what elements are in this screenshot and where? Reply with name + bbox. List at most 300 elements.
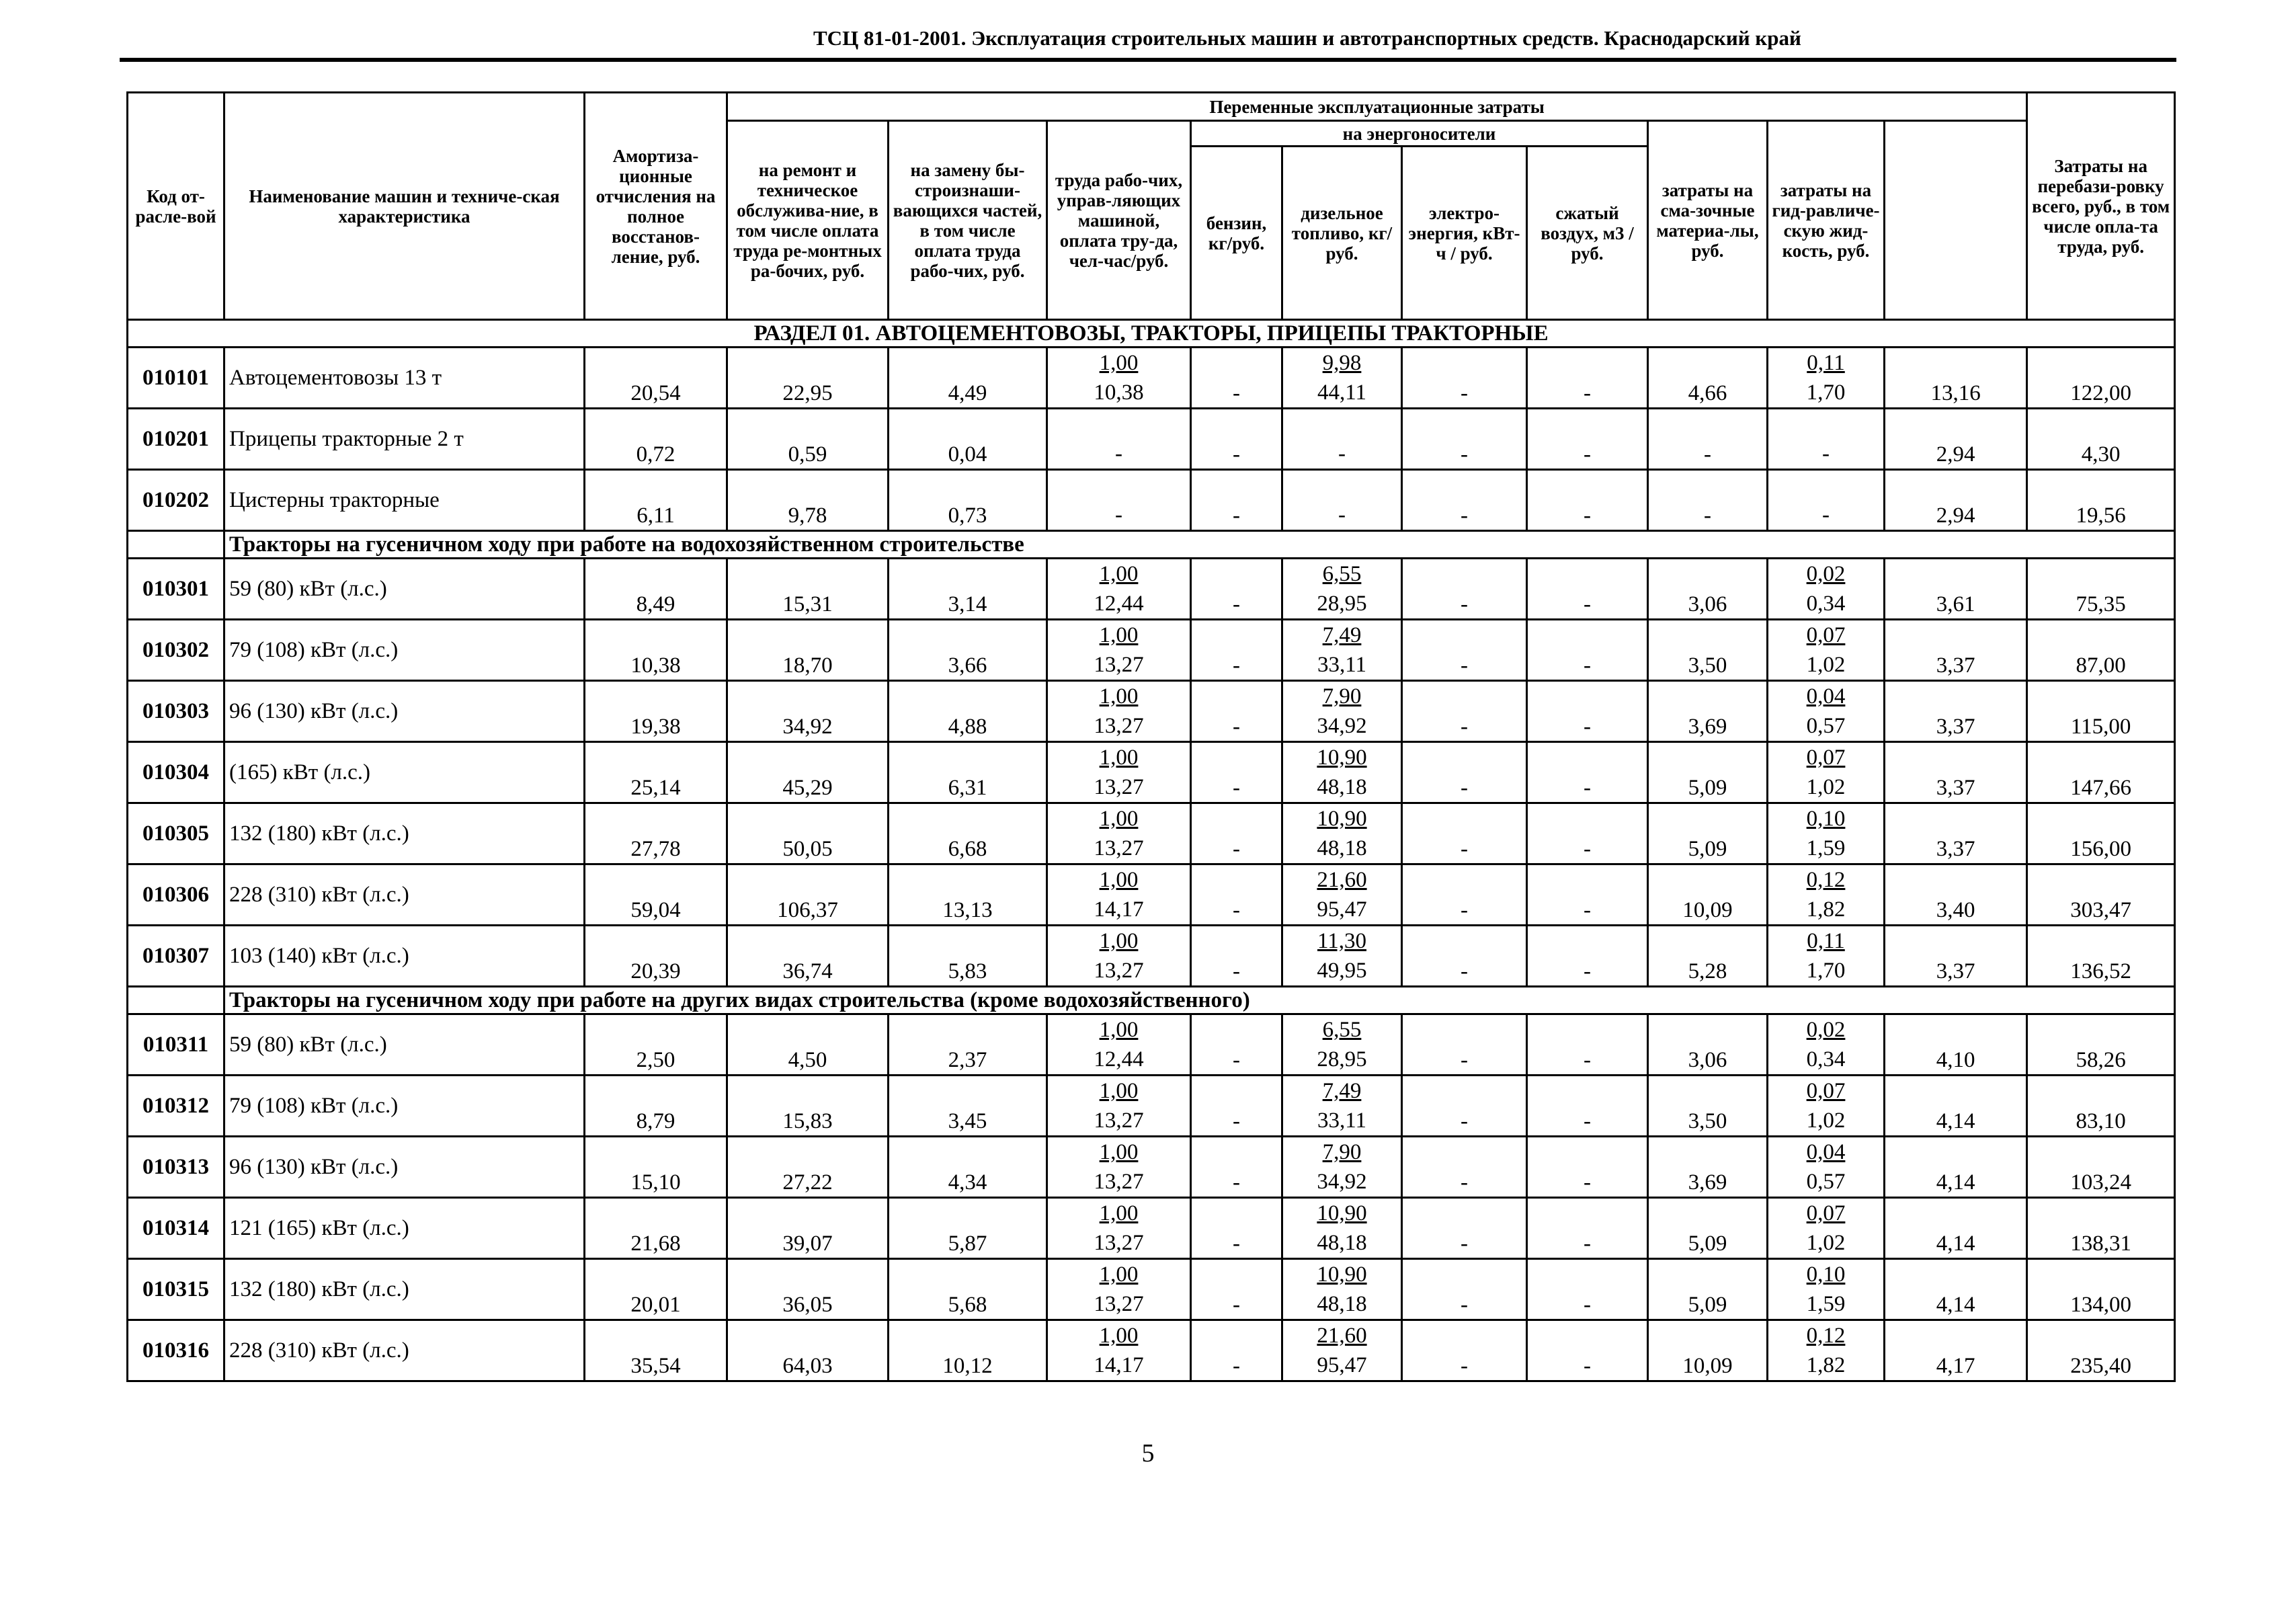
cell-lubric: 3,06 <box>1648 559 1768 620</box>
cell-hydro-top: 0,02 <box>1806 1018 1846 1042</box>
cell-estimate: 138,31 <box>2027 1198 2175 1259</box>
cell-code: 010101 <box>128 348 224 409</box>
cell-labor-top: 1,00 <box>1099 1018 1139 1042</box>
cell-hydro-top: 0,07 <box>1806 1201 1846 1225</box>
cell-code: 010201 <box>128 409 224 470</box>
cell-code: 010312 <box>128 1076 224 1137</box>
cell-labor-top: 1,00 <box>1099 807 1139 831</box>
cell-hydro-bottom: - <box>1822 442 1830 466</box>
cell-amort: 59,04 <box>585 864 727 926</box>
cell-petrol: - <box>1191 409 1282 470</box>
cell-relocate: 2,94 <box>1885 409 2027 470</box>
cell-relocate: 3,37 <box>1885 803 2027 864</box>
cell-petrol: - <box>1191 559 1282 620</box>
section-title-row <box>128 320 2175 348</box>
cell-diesel-bottom: 48,18 <box>1317 1231 1367 1255</box>
cell-diesel-top: 10,90 <box>1317 1201 1367 1225</box>
cell-replace: 3,66 <box>889 620 1047 681</box>
cell-estimate: 4,30 <box>2027 409 2175 470</box>
cell-diesel <box>1282 803 1402 864</box>
cell-replace: 3,45 <box>889 1076 1047 1137</box>
cell-relocate: 3,37 <box>1885 620 2027 681</box>
cell-estimate: 134,00 <box>2027 1259 2175 1320</box>
cell-petrol: - <box>1191 1014 1282 1076</box>
cell-estimate: 103,24 <box>2027 1137 2175 1198</box>
col-code-header: Код от-расле-вой <box>128 93 224 320</box>
cell-name: Автоцементовозы 13 т <box>224 348 585 409</box>
cell-labor <box>1047 681 1191 742</box>
cell-hydro <box>1768 1259 1885 1320</box>
cell-electro: - <box>1402 1076 1527 1137</box>
cell-code: 010307 <box>128 926 224 987</box>
cell-replace: 6,31 <box>889 742 1047 803</box>
cell-air: - <box>1527 1259 1648 1320</box>
cell-labor <box>1047 1014 1191 1076</box>
col-hydro-header: затраты на гид-равличе-скую жид-кость, руб. <box>1768 121 1885 320</box>
cell-hydro-bottom: 1,59 <box>1806 836 1846 860</box>
cell-code: 010304 <box>128 742 224 803</box>
cell-name: 132 (180) кВт (л.с.) <box>224 1259 585 1320</box>
cell-labor-top: 1,00 <box>1099 929 1139 953</box>
cell-diesel-bottom: 48,18 <box>1317 836 1367 860</box>
cell-repair: 15,31 <box>727 559 889 620</box>
cell-diesel-bottom: 34,92 <box>1317 714 1367 738</box>
cell-estimate: 303,47 <box>2027 864 2175 926</box>
cell-repair: 36,05 <box>727 1259 889 1320</box>
cell-labor-bottom: 13,27 <box>1094 1170 1144 1194</box>
cell-labor <box>1047 348 1191 409</box>
cell-hydro-bottom: 1,70 <box>1806 380 1846 405</box>
cell-code: 010202 <box>128 470 224 531</box>
cell-hydro-top: 0,12 <box>1806 868 1846 892</box>
table-row <box>128 1137 2175 1198</box>
cell-labor-bottom: 14,17 <box>1094 1353 1144 1377</box>
cell-repair: 39,07 <box>727 1198 889 1259</box>
cell-code: 010301 <box>128 559 224 620</box>
cell-hydro-bottom: 1,70 <box>1806 959 1846 983</box>
cell-lubric: 3,69 <box>1648 681 1768 742</box>
cell-diesel <box>1282 1076 1402 1137</box>
cell-hydro <box>1768 864 1885 926</box>
cell-electro: - <box>1402 864 1527 926</box>
cell-diesel-top: 10,90 <box>1317 1262 1367 1287</box>
cell-code: 010311 <box>128 1014 224 1076</box>
cell-hydro-bottom: 0,34 <box>1806 1047 1846 1072</box>
cell-electro: - <box>1402 926 1527 987</box>
cell-amort: 6,11 <box>585 470 727 531</box>
cell-lubric: 10,09 <box>1648 864 1768 926</box>
cell-diesel-top: 7,49 <box>1322 1079 1362 1103</box>
cell-diesel <box>1282 348 1402 409</box>
cell-air: - <box>1527 681 1648 742</box>
cell-diesel-top: 21,60 <box>1317 868 1367 892</box>
cell-petrol: - <box>1191 681 1282 742</box>
cell-hydro-bottom: 1,02 <box>1806 653 1846 677</box>
cell-hydro <box>1768 926 1885 987</box>
cell-lubric: 10,09 <box>1648 1320 1768 1381</box>
cell-labor <box>1047 1198 1191 1259</box>
cell-lubric: - <box>1648 470 1768 531</box>
cell-electro: - <box>1402 1320 1527 1381</box>
cell-diesel <box>1282 864 1402 926</box>
cell-hydro <box>1768 681 1885 742</box>
cell-hydro <box>1768 559 1885 620</box>
cell-hydro-bottom: 0,34 <box>1806 592 1846 616</box>
cell-lubric: 5,28 <box>1648 926 1768 987</box>
table-row <box>128 1320 2175 1381</box>
cell-labor-bottom: 13,27 <box>1094 836 1144 860</box>
cell-amort: 15,10 <box>585 1137 727 1198</box>
table-row <box>128 620 2175 681</box>
cell-electro: - <box>1402 470 1527 531</box>
cell-labor <box>1047 1259 1191 1320</box>
cell-diesel-bottom: 48,18 <box>1317 775 1367 799</box>
cell-labor-bottom: 13,27 <box>1094 959 1144 983</box>
cell-relocate: 4,14 <box>1885 1259 2027 1320</box>
cell-estimate: 235,40 <box>2027 1320 2175 1381</box>
cell-air: - <box>1527 1076 1648 1137</box>
cell-hydro-bottom: 1,59 <box>1806 1292 1846 1316</box>
cell-amort: 20,39 <box>585 926 727 987</box>
table-row <box>128 1076 2175 1137</box>
cell-name: Цистерны тракторные <box>224 470 585 531</box>
cell-hydro <box>1768 1198 1885 1259</box>
cell-amort: 21,68 <box>585 1198 727 1259</box>
cell-replace: 3,14 <box>889 559 1047 620</box>
table-head <box>128 93 2175 320</box>
running-header-title: ТСЦ 81-01-2001. Эксплуатация строительных машин и автотранспортных средств. Краснодарский край <box>813 26 1801 50</box>
col-replace-header: на замену бы-строизнаши-вающихся частей, в том числе оплата труда рабо-чих, руб. <box>889 121 1047 320</box>
cell-air: - <box>1527 926 1648 987</box>
cell-air: - <box>1527 1014 1648 1076</box>
col-labor-header: труда рабо-чих, управ-ляющих машиной, оплата тру-да, чел-час/руб. <box>1047 121 1191 320</box>
cell-lubric: 5,09 <box>1648 1259 1768 1320</box>
cell-air: - <box>1527 1198 1648 1259</box>
cell-estimate: 115,00 <box>2027 681 2175 742</box>
cell-labor <box>1047 620 1191 681</box>
cell-diesel-bottom: 48,18 <box>1317 1292 1367 1316</box>
cell-diesel-top: 6,55 <box>1322 562 1362 586</box>
cell-hydro-top: 0,11 <box>1807 929 1845 953</box>
cell-diesel <box>1282 681 1402 742</box>
cell-labor-top: 1,00 <box>1099 1262 1139 1287</box>
cell-labor-top: 1,00 <box>1099 351 1139 375</box>
cell-replace: 0,73 <box>889 470 1047 531</box>
cell-repair: 64,03 <box>727 1320 889 1381</box>
cell-labor <box>1047 926 1191 987</box>
cell-hydro <box>1768 348 1885 409</box>
cell-amort: 20,54 <box>585 348 727 409</box>
cell-labor-bottom: - <box>1115 503 1122 527</box>
cell-name: (165) кВт (л.с.) <box>224 742 585 803</box>
cell-lubric: 3,50 <box>1648 620 1768 681</box>
cell-electro: - <box>1402 348 1527 409</box>
cell-hydro-bottom: 1,02 <box>1806 1108 1846 1133</box>
cell-diesel-top: 10,90 <box>1317 745 1367 770</box>
cell-labor-bottom: 12,44 <box>1094 592 1144 616</box>
cell-lubric: 5,09 <box>1648 803 1768 864</box>
cell-petrol: - <box>1191 1137 1282 1198</box>
cell-amort: 25,14 <box>585 742 727 803</box>
cell-petrol: - <box>1191 742 1282 803</box>
cell-estimate: 136,52 <box>2027 926 2175 987</box>
cell-replace: 13,13 <box>889 864 1047 926</box>
cell-air: - <box>1527 470 1648 531</box>
cell-lubric: 4,66 <box>1648 348 1768 409</box>
cell-hydro-top: 0,07 <box>1806 623 1846 647</box>
cell-electro: - <box>1402 1198 1527 1259</box>
cell-replace: 4,88 <box>889 681 1047 742</box>
cell-air: - <box>1527 348 1648 409</box>
col-amort-header: Амортиза-ционные отчисления на полное восстанов-ление, руб. <box>585 93 727 320</box>
cell-electro: - <box>1402 409 1527 470</box>
cell-diesel-bottom: - <box>1338 503 1346 527</box>
cell-petrol: - <box>1191 1320 1282 1381</box>
cell-hydro <box>1768 1320 1885 1381</box>
cell-name: 132 (180) кВт (л.с.) <box>224 803 585 864</box>
cell-air: - <box>1527 409 1648 470</box>
cell-hydro-top: 0,11 <box>1807 351 1845 375</box>
cell-repair: 106,37 <box>727 864 889 926</box>
cell-electro: - <box>1402 620 1527 681</box>
cell-repair: 34,92 <box>727 681 889 742</box>
table-row <box>128 681 2175 742</box>
cell-labor-top: 1,00 <box>1099 623 1139 647</box>
cell-code: 010315 <box>128 1259 224 1320</box>
cell-hydro-top: 0,04 <box>1806 1140 1846 1164</box>
cell-replace: 6,68 <box>889 803 1047 864</box>
cell-estimate: 19,56 <box>2027 470 2175 531</box>
cell-relocate: 13,16 <box>1885 348 2027 409</box>
cell-labor-bottom: 13,27 <box>1094 714 1144 738</box>
cell-diesel <box>1282 1137 1402 1198</box>
cell-diesel <box>1282 742 1402 803</box>
cell-diesel-bottom: 44,11 <box>1317 380 1367 405</box>
cell-petrol: - <box>1191 803 1282 864</box>
cell-repair: 27,22 <box>727 1137 889 1198</box>
col-energy-header: на энергоносители <box>1191 121 1648 147</box>
page-number: 5 <box>1141 1439 1155 1467</box>
cell-hydro <box>1768 1076 1885 1137</box>
subsection-code-cell <box>128 531 224 559</box>
cell-diesel-top: 7,90 <box>1322 1140 1362 1164</box>
subsection-code-cell <box>128 987 224 1014</box>
cell-replace: 2,37 <box>889 1014 1047 1076</box>
cell-electro: - <box>1402 1259 1527 1320</box>
cell-hydro-bottom: 1,82 <box>1806 897 1846 922</box>
cell-labor <box>1047 742 1191 803</box>
cell-hydro-top: 0,10 <box>1806 807 1846 831</box>
cell-name: Прицепы тракторные 2 т <box>224 409 585 470</box>
cell-diesel <box>1282 559 1402 620</box>
cell-labor-top: 1,00 <box>1099 868 1139 892</box>
cell-repair: 4,50 <box>727 1014 889 1076</box>
cell-labor <box>1047 470 1191 531</box>
cell-diesel-top: 6,55 <box>1322 1018 1362 1042</box>
col-name-header: Наименование машин и техниче-ская характеристика <box>224 93 585 320</box>
cell-diesel <box>1282 470 1402 531</box>
cell-replace: 5,83 <box>889 926 1047 987</box>
cell-diesel-bottom: 33,11 <box>1317 653 1367 677</box>
cell-diesel-bottom: - <box>1338 442 1346 466</box>
cell-diesel-bottom: 33,11 <box>1317 1108 1367 1133</box>
cell-lubric: 3,69 <box>1648 1137 1768 1198</box>
cell-amort: 10,38 <box>585 620 727 681</box>
cell-diesel-bottom: 34,92 <box>1317 1170 1367 1194</box>
cell-replace: 0,04 <box>889 409 1047 470</box>
table-row <box>128 742 2175 803</box>
cell-diesel-top: 7,49 <box>1322 623 1362 647</box>
cell-estimate: 58,26 <box>2027 1014 2175 1076</box>
cell-hydro <box>1768 803 1885 864</box>
col-variable-header: Переменные эксплуатационные затраты <box>727 93 2027 121</box>
cell-lubric: 3,06 <box>1648 1014 1768 1076</box>
cell-petrol: - <box>1191 1259 1282 1320</box>
cell-replace: 10,12 <box>889 1320 1047 1381</box>
cell-code: 010305 <box>128 803 224 864</box>
subsection-row <box>128 531 2175 559</box>
cell-name: 228 (310) кВт (л.с.) <box>224 864 585 926</box>
cell-hydro-bottom: 1,02 <box>1806 775 1846 799</box>
cell-electro: - <box>1402 1014 1527 1076</box>
cell-hydro-bottom: - <box>1822 503 1830 527</box>
table-row <box>128 559 2175 620</box>
cell-relocate: 3,37 <box>1885 742 2027 803</box>
cell-electro: - <box>1402 681 1527 742</box>
cell-petrol: - <box>1191 1198 1282 1259</box>
cell-code: 010303 <box>128 681 224 742</box>
cell-relocate: 4,14 <box>1885 1137 2027 1198</box>
cell-diesel-top: 7,90 <box>1322 684 1362 709</box>
cell-name: 121 (165) кВт (л.с.) <box>224 1198 585 1259</box>
cell-amort: 19,38 <box>585 681 727 742</box>
cell-diesel-top: 21,60 <box>1317 1324 1367 1348</box>
table-row <box>128 470 2175 531</box>
section-title: РАЗДЕЛ 01. АВТОЦЕМЕНТОВОЗЫ, ТРАКТОРЫ, ПРИЦЕПЫ ТРАКТОРНЫЕ <box>128 320 2175 348</box>
cell-estimate: 156,00 <box>2027 803 2175 864</box>
cell-electro: - <box>1402 559 1527 620</box>
cell-air: - <box>1527 1137 1648 1198</box>
cell-air: - <box>1527 620 1648 681</box>
col-electro-header: электро-энергия, кВт-ч / руб. <box>1402 147 1527 320</box>
cell-labor-bottom: - <box>1115 442 1122 466</box>
col-air-header: сжатый воздух, м3 / руб. <box>1527 147 1648 320</box>
cell-hydro-bottom: 1,02 <box>1806 1231 1846 1255</box>
cell-electro: - <box>1402 803 1527 864</box>
cell-repair: 18,70 <box>727 620 889 681</box>
cell-labor-bottom: 13,27 <box>1094 775 1144 799</box>
cell-name: 59 (80) кВт (л.с.) <box>224 1014 585 1076</box>
cell-repair: 45,29 <box>727 742 889 803</box>
cell-replace: 4,34 <box>889 1137 1047 1198</box>
cell-diesel-bottom: 49,95 <box>1317 959 1367 983</box>
cell-electro: - <box>1402 1137 1527 1198</box>
cell-labor-bottom: 12,44 <box>1094 1047 1144 1072</box>
cell-replace: 5,68 <box>889 1259 1047 1320</box>
cell-labor-top: 1,00 <box>1099 562 1139 586</box>
cell-diesel-top: 11,30 <box>1317 929 1367 953</box>
cell-code: 010306 <box>128 864 224 926</box>
cell-amort: 2,50 <box>585 1014 727 1076</box>
cell-diesel <box>1282 1320 1402 1381</box>
cell-labor <box>1047 409 1191 470</box>
cell-name: 96 (130) кВт (л.с.) <box>224 1137 585 1198</box>
cell-estimate: 87,00 <box>2027 620 2175 681</box>
cell-hydro-top: 0,12 <box>1806 1324 1846 1348</box>
col-lubric-header: затраты на сма-зочные материа-лы, руб. <box>1648 121 1768 320</box>
cell-relocate: 3,37 <box>1885 681 2027 742</box>
col-repair-header: на ремонт и техническое обслужива-ние, в том числе оплата труда ре-монтных ра-бочих, руб. <box>727 121 889 320</box>
cell-diesel-bottom: 95,47 <box>1317 897 1367 922</box>
cell-name: 79 (108) кВт (л.с.) <box>224 1076 585 1137</box>
cell-hydro-top: 0,07 <box>1806 1079 1846 1103</box>
table-body <box>128 320 2175 1381</box>
col-diesel-header: дизельное топливо, кг/руб. <box>1282 147 1402 320</box>
cell-diesel <box>1282 409 1402 470</box>
cell-labor-bottom: 13,27 <box>1094 653 1144 677</box>
cell-relocate: 4,14 <box>1885 1198 2027 1259</box>
cell-hydro <box>1768 470 1885 531</box>
cell-air: - <box>1527 803 1648 864</box>
cell-hydro <box>1768 409 1885 470</box>
table-row <box>128 1014 2175 1076</box>
cell-relocate: 4,17 <box>1885 1320 2027 1381</box>
cell-petrol: - <box>1191 864 1282 926</box>
cell-air: - <box>1527 742 1648 803</box>
cell-labor-bottom: 13,27 <box>1094 1231 1144 1255</box>
col-relocate-header: Затраты на перебази-ровку всего, руб., в том числе опла-та труда, руб. <box>2027 93 2175 320</box>
cell-estimate: 83,10 <box>2027 1076 2175 1137</box>
cell-labor-top: 1,00 <box>1099 1201 1139 1225</box>
table-row <box>128 864 2175 926</box>
cell-relocate: 4,14 <box>1885 1076 2027 1137</box>
cell-diesel-bottom: 28,95 <box>1317 1047 1367 1072</box>
cell-hydro-top: 0,07 <box>1806 745 1846 770</box>
cell-code: 010313 <box>128 1137 224 1198</box>
cell-amort: 8,49 <box>585 559 727 620</box>
cell-petrol: - <box>1191 926 1282 987</box>
cell-petrol: - <box>1191 620 1282 681</box>
cell-labor-top: 1,00 <box>1099 1324 1139 1348</box>
table-row <box>128 1198 2175 1259</box>
cell-relocate: 2,94 <box>1885 470 2027 531</box>
cell-amort: 20,01 <box>585 1259 727 1320</box>
table-row <box>128 803 2175 864</box>
cell-electro: - <box>1402 742 1527 803</box>
cell-relocate: 3,37 <box>1885 926 2027 987</box>
cell-diesel <box>1282 1259 1402 1320</box>
cell-petrol: - <box>1191 470 1282 531</box>
cell-code: 010316 <box>128 1320 224 1381</box>
col-petrol-header: бензин, кг/руб. <box>1191 147 1282 320</box>
cell-hydro <box>1768 620 1885 681</box>
cell-petrol: - <box>1191 1076 1282 1137</box>
cell-estimate: 75,35 <box>2027 559 2175 620</box>
cell-hydro <box>1768 1014 1885 1076</box>
cell-air: - <box>1527 1320 1648 1381</box>
subsection-title: Тракторы на гусеничном ходу при работе на водохозяйственном строительстве <box>224 531 2175 559</box>
cell-amort: 35,54 <box>585 1320 727 1381</box>
cell-labor <box>1047 1076 1191 1137</box>
cell-hydro-bottom: 0,57 <box>1806 714 1846 738</box>
cell-name: 59 (80) кВт (л.с.) <box>224 559 585 620</box>
cell-lubric: 3,50 <box>1648 1076 1768 1137</box>
cell-labor <box>1047 559 1191 620</box>
cell-lubric: 5,09 <box>1648 1198 1768 1259</box>
cell-labor-bottom: 13,27 <box>1094 1108 1144 1133</box>
cell-relocate: 3,40 <box>1885 864 2027 926</box>
cell-labor-bottom: 10,38 <box>1094 380 1144 405</box>
